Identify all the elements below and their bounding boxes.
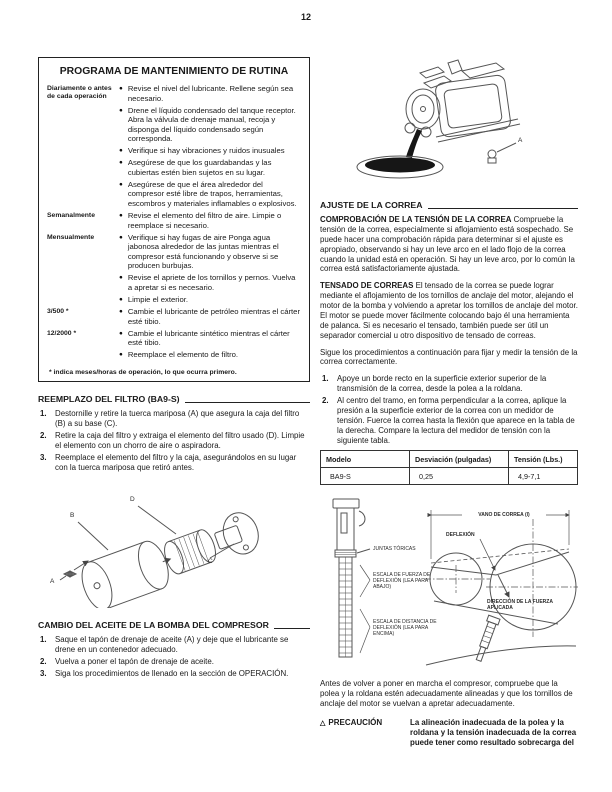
distance-scale-label: ESCALA DE DISTANCIA DE DEFLEXIÓN (LEA PARA ENCIMA) <box>373 619 437 638</box>
caution-title: PRECAUCIÓN <box>328 718 383 727</box>
oil-change-section-heading <box>38 620 310 630</box>
schedule-task <box>117 146 301 156</box>
step-text: Apoye un borde recto en la superficie exterior superior de la transmisión de la correa, desde la polea a la roldana. <box>337 374 547 394</box>
task-text: ● Drene el líquido condensado del tanque receptor. Abra la válvula de drenaje manual, recoja y disponga del líquido condensado según corresponda. <box>127 105 296 144</box>
task-text: ● Asegúrese de que los guardabandas y las cubiertas estén bien sujetos en su lugar. <box>127 158 272 177</box>
schedule-task <box>117 273 301 292</box>
schedule-tasks <box>117 233 301 307</box>
task-text: ● Reemplace el elemento de filtro. <box>127 350 239 360</box>
force-direction-label: DIRECCIÓN DE LA FUERZA APLICADA <box>487 599 553 612</box>
procedures-intro: Sigue los procedimientos a continuación para fijar y medir la tensión de la correa correctamente. <box>320 347 578 367</box>
task-text: ● Cambie el lubricante de petróleo mientras el cárter esté tibio. <box>127 306 301 326</box>
left-column <box>38 57 310 681</box>
col-modelo: Modelo <box>321 451 410 468</box>
schedule-row-monthly <box>47 233 301 307</box>
step-text: Vuelva a poner el tapón de drenaje de aceite. <box>55 657 214 667</box>
schedule-task <box>117 158 301 177</box>
page-number: 12 <box>300 12 311 22</box>
oil-drain-illustration <box>320 55 578 188</box>
task-text: ● Cambie el lubricante sintético mientras el cárter esté tibio. <box>127 328 290 348</box>
filter-step <box>38 431 310 451</box>
step-text: Reemplace el elemento del filtro y la caja, asegurándolos en su lugar con la tuerca mariposa que retiró antes. <box>55 452 297 472</box>
schedule-frequency: Diariamente o antes de cada operación <box>47 85 112 101</box>
schedule-task <box>117 106 301 144</box>
schedule-tasks <box>117 211 301 233</box>
filter-step <box>38 453 310 473</box>
task-text: ● Revise el apriete de los tornillos y pernos. Vuelva a apretar si es necesario. <box>127 273 296 292</box>
schedule-task <box>117 84 301 103</box>
filter-section-heading <box>38 394 310 404</box>
step-number: 1. <box>40 635 47 645</box>
belt-diagram-art <box>320 495 578 671</box>
schedule-tasks <box>117 329 301 363</box>
drain-label-a: A <box>518 137 523 144</box>
belt-step <box>320 374 578 394</box>
task-text: ● Asegúrese de que el área alrededor del compresor esté libre de trapos, herramientas, escombros y materiales inflamables o explosivos. <box>127 179 297 209</box>
caution-text: La alineación inadecuada de la polea y la roldana y la tensión inadecuada de la correa puede tener como resultado sobrecarga del <box>410 718 577 748</box>
tension-table-row <box>321 468 578 485</box>
section-title: CAMBIO DEL ACEITE DE LA BOMBA DEL COMPRESOR <box>38 620 269 631</box>
oil-change-step <box>38 669 310 679</box>
schedule-tasks <box>117 307 301 329</box>
schedule-row-12-2000 <box>47 329 301 363</box>
schedule-frequency: Mensualmente <box>47 233 95 241</box>
step-number: 1. <box>40 409 47 419</box>
schedule-frequency: 12/2000 * <box>47 329 77 337</box>
schedule-task <box>117 329 301 348</box>
deflection-label: DEFLEXIÓN <box>446 532 475 539</box>
step-text: Al centro del tramo, en forma perpendicular a la correa, aplique la presión a la superficie exterior de la correa con un medidor de tensión. Fuerce la correa hasta la flexión que aparece en la tabla de la derecha. Compare la lectura del medidor de tensión con la siguiente tabla. <box>337 396 575 445</box>
schedule-footnote: * indica meses/horas de operación, lo que ocurra primero. <box>49 369 237 377</box>
step-number: 1. <box>322 374 329 384</box>
maintenance-schedule-table <box>38 57 310 382</box>
belt-tensioning-text: El tensado de la correa se puede lograr mediante el aflojamiento de los tornillos de anclaje del motor, alejando el motor de la bomba y volviendo a apretar los tornillos de anclaje del motor. El motor se puede mover fácilmente colocando bajo él una herramienta de palanca. Si es necesario el tensado, también puede ser útil un separador comercial u otro dispositivo de tensado de correas. <box>320 281 578 340</box>
belt-check-paragraph <box>320 215 578 274</box>
filter-label-d: D <box>130 496 135 504</box>
filter-diagram-art <box>38 478 310 608</box>
belt-section-heading <box>320 200 578 210</box>
step-text: Destornille y retire la tuerca mariposa (A) que asegura la caja del filtro (B) a su base (C). <box>55 409 300 429</box>
col-desviacion: Desviación (pulgadas) <box>410 451 509 468</box>
heading-rule <box>274 628 310 629</box>
cell-modelo: BA9-S <box>321 468 410 485</box>
step-number: 3. <box>40 452 47 462</box>
belt-tension-diagram <box>320 495 578 671</box>
heading-rule <box>428 208 579 209</box>
task-text: ● Verifique si hay fugas de aire Ponga agua jabonosa alrededor de las juntas mientras el compresor está funcionando y observe si se producen burbujas. <box>127 232 279 271</box>
section-title: AJUSTE DE LA CORREA <box>320 200 423 210</box>
schedule-frequency: 3/500 * <box>47 307 69 315</box>
step-number: 3. <box>40 669 47 679</box>
schedule-task <box>117 211 301 230</box>
task-text: ● Verifique si hay vibraciones y ruidos inusuales <box>127 146 285 156</box>
drain-illustration-art <box>320 55 578 188</box>
schedule-task <box>117 350 301 360</box>
filter-label-a: A <box>50 578 55 586</box>
belt-tensioning-paragraph <box>320 281 578 340</box>
cell-tension: 4,9-7,1 <box>509 468 578 485</box>
cell-desviacion: 0,25 <box>410 468 509 485</box>
task-text: ● Limpie el exterior. <box>127 294 189 304</box>
maintenance-table-title: PROGRAMA DE MANTENIMIENTO DE RUTINA <box>59 66 289 77</box>
filter-exploded-diagram <box>38 478 310 608</box>
schedule-row-3-500 <box>47 307 301 329</box>
step-text: Saque el tapón de drenaje de aceite (A) y deje que el lubricante se drene en un contenedor adecuado. <box>55 635 289 655</box>
col-tension: Tensión (Lbs.) <box>509 451 578 468</box>
filter-label-b: B <box>70 512 75 520</box>
step-number: 2. <box>322 396 329 405</box>
task-text: ● Revise el nivel del lubricante. Rellene según sea necesario. <box>127 84 294 103</box>
schedule-row-daily <box>47 84 301 211</box>
right-column <box>320 55 578 748</box>
caution-heading <box>320 718 410 748</box>
caution-note <box>320 718 578 748</box>
belt-check-title: COMPROBACIÓN DE LA TENSIÓN DE LA CORREA <box>320 215 512 224</box>
schedule-frequency: Semanalmente <box>47 212 95 220</box>
schedule-tasks <box>117 84 301 211</box>
warning-icon: △ <box>320 720 326 727</box>
step-text: Siga los procedimientos de llenado en la sección de OPERACIÓN. <box>55 669 289 679</box>
belt-closing-paragraph: Antes de volver a poner en marcha el compresor, compruebe que la polea y la roldana estén adecuadamente alineadas y que los tornillos de anclaje del motor se vuelvan a apretar adecuadamente. <box>320 679 573 709</box>
oil-change-step <box>38 635 310 655</box>
schedule-row-weekly <box>47 211 301 233</box>
heading-rule <box>185 402 310 403</box>
filter-step <box>38 409 310 429</box>
belt-step <box>320 396 578 445</box>
task-text: ● Revise el elemento del filtro de aire. Limpie o reemplace si necesario. <box>127 211 282 230</box>
step-text: Retire la caja del filtro y extraiga el elemento del filtro usado (D). Limpie el elemento con un chorro de aire o aspiradora. <box>55 430 305 450</box>
tension-table-header-row <box>321 451 578 468</box>
tension-table <box>320 450 578 485</box>
force-scale-label: ESCALA DE FUERZA DE DEFLEXIÓN (LEA PARA ABAJO) <box>373 572 431 591</box>
belt-span-label: VANO DE CORREA (l) <box>462 512 546 518</box>
belt-check-text: Compruebe la tensión de la correa, especialmente si aflojamiento está sospechado. Se puede hacer una comprobación rápida para determinar si el ajuste es apropiado, observando si hay un leve arco en el lado flojo de la correa cuando la unidad está en operación. Si hay un leve arco, por lo común la correa está satisfactoriamente ajustada. <box>320 215 575 274</box>
orings-label: JUNTAS TÓRICAS <box>373 546 416 553</box>
belt-tensioning-title: TENSADO DE CORREAS <box>320 281 414 291</box>
oil-change-step <box>38 657 310 667</box>
schedule-task <box>117 307 301 326</box>
schedule-task <box>117 233 301 271</box>
filter-label-c: C <box>208 558 213 566</box>
section-title: REEMPLAZO DEL FILTRO (BA9-S) <box>38 394 180 405</box>
step-number: 2. <box>40 657 47 667</box>
step-number: 2. <box>40 430 47 440</box>
schedule-task <box>117 180 301 209</box>
schedule-task <box>117 295 301 305</box>
